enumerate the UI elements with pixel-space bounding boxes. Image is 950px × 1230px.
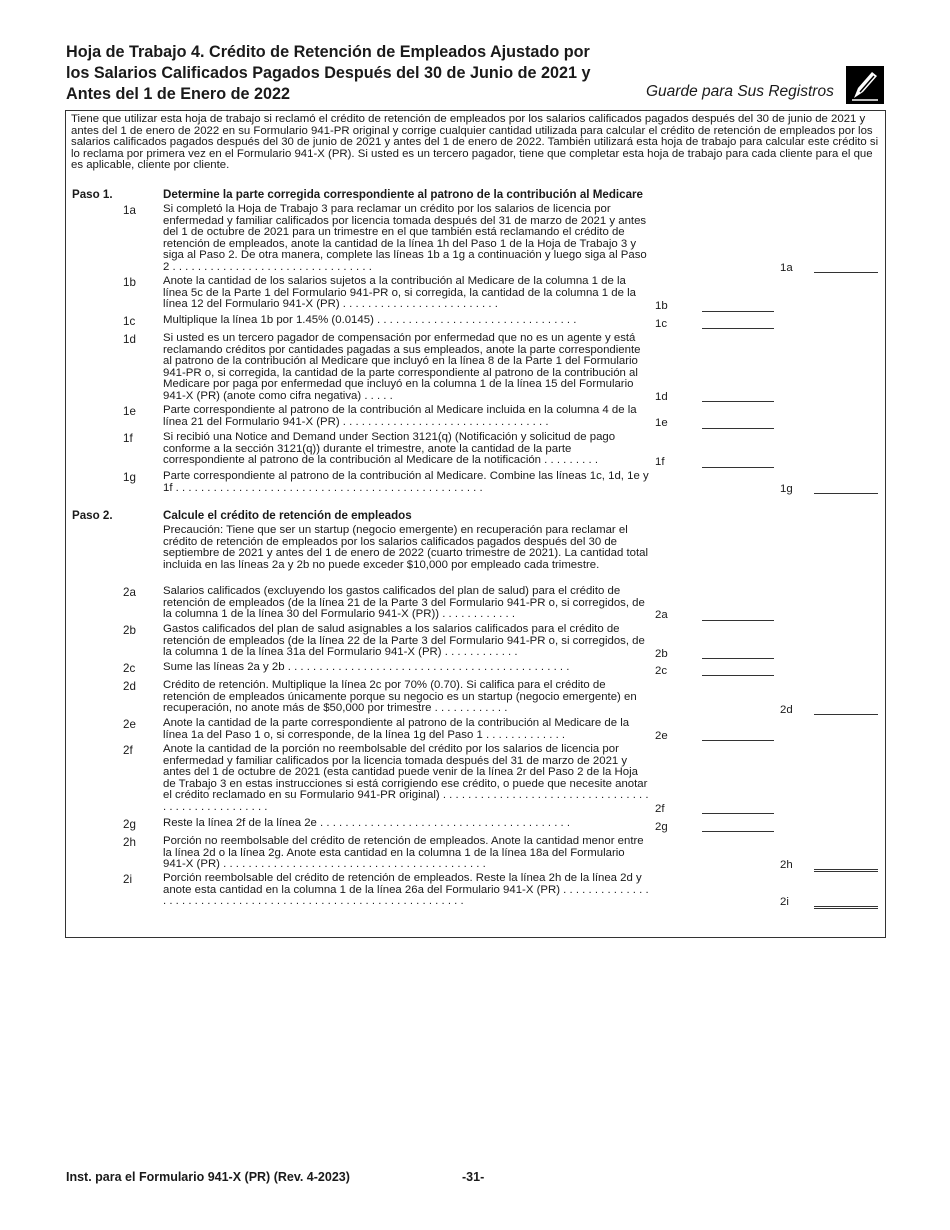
line-2e-number: 2e [123,718,136,731]
line-2f-label: 2f [655,803,665,815]
line-1b-number: 1b [123,276,136,289]
line-1d-text: Si usted es un tercero pagador de compensación por enfermedad que no es un agente y está reclamando créditos por cantidades pagadas a sus empleados, anote la parte correspondiente al patrono de la contribución al Medicare que incluyó en la línea 8 de la Parte 1 del Formulario 941-PR o, si corregida, la cantidad de la parte correspondiente al patrono de la contribución al Medicare por paga por enfermedad que incluyó en la columna 1 de la línea 15 del Formulario 941-X (PR) (anote como cifra negativa) . . . . . [163,332,641,402]
line-1f-number: 1f [123,432,133,445]
caution-text: Precaución: Tiene que ser un startup (negocio emergente) en recuperación para reclamar el crédito de retención de empleados por los salarios calificados pagados después del 30 de septiembre de 2021 y antes del 1 de enero de 2022 (cuarto trimestre de 2021). La cantidad total incluida en las líneas 2a y 2b no puede exceder $10,000 por empleado cada trimestre. [163,524,649,571]
step2-label: Paso 2. [72,509,113,522]
line-1c-number: 1c [123,315,136,328]
line-2d-number: 2d [123,680,136,693]
line-1b-text: Anote la cantidad de los salarios sujetos a la contribución al Medicare de la columna 1 de la línea 5c de la Parte 1 del Formulario 941-PR o, si corregida, la cantidad de la columna 1 de la línea 12 del Formulario 941-X (PR) . . . . . . . . . . . . . . . . . . . . . . . . . [163,275,636,311]
line-2i-entry[interactable] [814,906,878,909]
line-2f-text: Anote la cantidad de la porción no reembolsable del crédito por los salarios de licencia por enfermedad y familiar calificados por la licencia tomada después del 31 de marzo de 2021 y antes del 1 de octubre de 2021 (esta cantidad puede venir de la línea 2r del Paso 2 de la Hoja de Trabajo 3 en estas instrucciones si está corrigiendo ese crédito, o puede que necesite anotar el crédito reclamado en su Formulario 941-PR original) . . . . . . . . . . . . . . . . . . . . . . . . . . . . . . . . . . . . . . . . . . . . . . . . . . [163,743,649,813]
line-1d-label: 1d [655,391,668,403]
line-2h-number: 2h [123,836,136,849]
line-1g-entry[interactable] [814,493,878,494]
line-1a-label: 1a [780,262,793,274]
footer-page-number: -31- [462,1170,485,1184]
line-2i-number: 2i [123,873,133,886]
line-2d-text: Crédito de retención. Multiplique la línea 2c por 70% (0.70). Si califica para el crédito de retención de empleados únicamente porque su negocio es un startup (negocio emergente) en recuperación, no anote más de $50,000 por trimestre . . . . . . . . . . . . [163,679,637,715]
line-2g-entry[interactable] [702,831,774,832]
step1-label: Paso 1. [72,188,113,201]
line-1b-entry[interactable] [702,311,774,312]
line-2c-text: Sume las líneas 2a y 2b . . . . . . . . . . . . . . . . . . . . . . . . . . . . . . . . . . . . . . . . . . . . . [163,661,570,673]
line-2d-label: 2d [780,704,793,716]
line-2h-text: Porción no reembolsable del crédito de retención de empleados. Anote la cantidad menor entre la línea 2d o la línea 2g. Anote esta cantidad en la columna 1 de la línea 18a del Formulario 941-X (PR) . . . . . . . . . . . . . . . . . . . . . . . . . . . . . . . . . . . . . . . . . . [163,835,644,871]
line-2i-text: Porción reembolsable del crédito de retención de empleados. Reste la línea 2h de la línea 2d y anote esta cantidad en la columna 1 de la línea 26a del Formulario 941-X (PR) . . . . . . . . . . . . . . . . . . . . . . . . . . . . . . . . . . . . . . . . . . . . . . . . . . . . . . . . . . . . . . [163,872,649,908]
line-2a-text: Salarios calificados (excluyendo los gastos calificados del plan de salud) para el crédito de retención de empleados (de la línea 21 de la Parte 3 del Formulario 941-PR o, si corregidos, de la columna 1 de la línea 30 del Formulario 941-X (PR)) . . . . . . . . . . . . [163,585,645,621]
line-1b-label: 1b [655,300,668,312]
line-2c-entry[interactable] [702,675,774,676]
line-1d-entry[interactable] [702,401,774,402]
line-2e-label: 2e [655,730,668,742]
line-2b-text: Gastos calificados del plan de salud asignables a los salarios calificados para el crédito de retención de empleados (de la línea 22 de la Parte 3 del Formulario 941-PR o, si corregidos, de la columna 1 de la línea 31a del Formulario 941-X (PR) . . . . . . . . . . . . [163,623,645,659]
line-2a-label: 2a [655,609,668,621]
line-1a-entry[interactable] [814,272,878,273]
line-1g-number: 1g [123,471,136,484]
line-2f-number: 2f [123,744,133,757]
line-1f-entry[interactable] [702,467,774,468]
line-1c-text: Multiplique la línea 1b por 1.45% (0.0145) . . . . . . . . . . . . . . . . . . . . . . . . . . . . . . . . [163,314,577,326]
line-2i-label: 2i [780,896,789,908]
line-2b-label: 2b [655,648,668,660]
step1-title: Determine la parte corregida correspondiente al patrono de la contribución al Medicare [163,188,643,201]
line-1f-label: 1f [655,456,665,468]
line-1c-entry[interactable] [702,328,774,329]
line-2b-entry[interactable] [702,658,774,659]
line-1g-label: 1g [780,483,793,495]
line-1e-number: 1e [123,405,136,418]
line-2c-label: 2c [655,665,668,677]
line-1a-number: 1a [123,204,136,217]
line-1f-text: Si recibió una Notice and Demand under Section 3121(q) (Notificación y solicitud de pago conforme a la sección 3121(q)) durante el trimestre, anote la cantidad de la parte correspondiente al patrono de la contribución al Medicare de la notificación . . . . . . . . . [163,431,616,467]
line-2g-label: 2g [655,821,668,833]
line-2e-text: Anote la cantidad de la parte correspondiente al patrono de la contribución al Medicare de la línea 1a del Paso 1 o, si corresponde, de la línea 1g del Paso 1 . . . . . . . . . . . . . [163,717,630,741]
step2-title: Calcule el crédito de retención de empleados [163,509,412,522]
line-2b-number: 2b [123,624,136,637]
line-2a-entry[interactable] [702,620,774,621]
line-2e-entry[interactable] [702,740,774,741]
line-2g-number: 2g [123,818,136,831]
line-1e-label: 1e [655,417,668,429]
line-2h-entry[interactable] [814,869,878,872]
line-1a-text: Si completó la Hoja de Trabajo 3 para reclamar un crédito por los salarios de licencia por enfermedad y familiar calificados por licencia tomada después del 31 de marzo de 2021 y antes del 1 de octubre de 2021 para un trimestre en el que también está reclamando el crédito de retención de empleados, anote la cantidad de la línea 1h del Paso 1 de la Hoja de Trabajo 3 y siga al Paso 2. De otra manera, complete las líneas 1b a 1g a continuación y luego siga al Paso 2 . . . . . . . . . . . . . . . . . . . . . . . . . . . . . . . . [163,203,647,273]
worksheet-title: Hoja de Trabajo 4. Crédito de Retención de Empleados Ajustado por los Salarios Calificados Pagados Después del 30 de Junio de 2021 y Antes del 1 de Enero de 2022 [66,43,591,103]
line-1c-label: 1c [655,318,668,330]
line-2a-number: 2a [123,586,136,599]
pencil-icon [846,66,884,104]
line-2f-entry[interactable] [702,813,774,814]
footer-form-name: Inst. para el Formulario 941-X (PR) (Rev. 4-2023) [66,1170,350,1184]
line-1g-text: Parte correspondiente al patrono de la contribución al Medicare. Combine las líneas 1c, 1d, 1e y 1f . . . . . . . . . . . . . . . . . . . . . . . . . . . . . . . . . . . . . . . . . . . . . . . . . [163,470,649,494]
line-2c-number: 2c [123,662,136,675]
line-2g-text: Reste la línea 2f de la línea 2e . . . . . . . . . . . . . . . . . . . . . . . . . . . . . . . . . . . . . . . . [163,817,571,829]
keep-records-note: Guarde para Sus Registros [646,83,834,100]
line-1e-entry[interactable] [702,428,774,429]
intro-text: Tiene que utilizar esta hoja de trabajo si reclamó el crédito de retención de empleados por los salarios calificados pagados después del 30 de junio de 2021 y antes del 1 de enero de 2022 en su Formulario 941-PR original y corrige cualquier cantidad utilizada para calcular el crédito de retención de empleados por los salarios calificados pagados después del 30 de junio de 2021 y antes del 1 de enero de 2022. También utilizará esta hoja de trabajo para calcular este crédito si lo reclama por primera vez en el Formulario 941-X (PR). Si usted es un tercero pagador, tiene que completar esta hoja de trabajo para cada cliente para el que es aplicable, cliente por cliente. [71,113,879,172]
line-2d-entry[interactable] [814,714,878,715]
line-2h-label: 2h [780,859,793,871]
line-1e-text: Parte correspondiente al patrono de la contribución al Medicare incluida en la columna 4 de la línea 21 del Formulario 941-X (PR) . . . . . . . . . . . . . . . . . . . . . . . . . . . . . . . . . [163,404,637,428]
line-1d-number: 1d [123,333,136,346]
